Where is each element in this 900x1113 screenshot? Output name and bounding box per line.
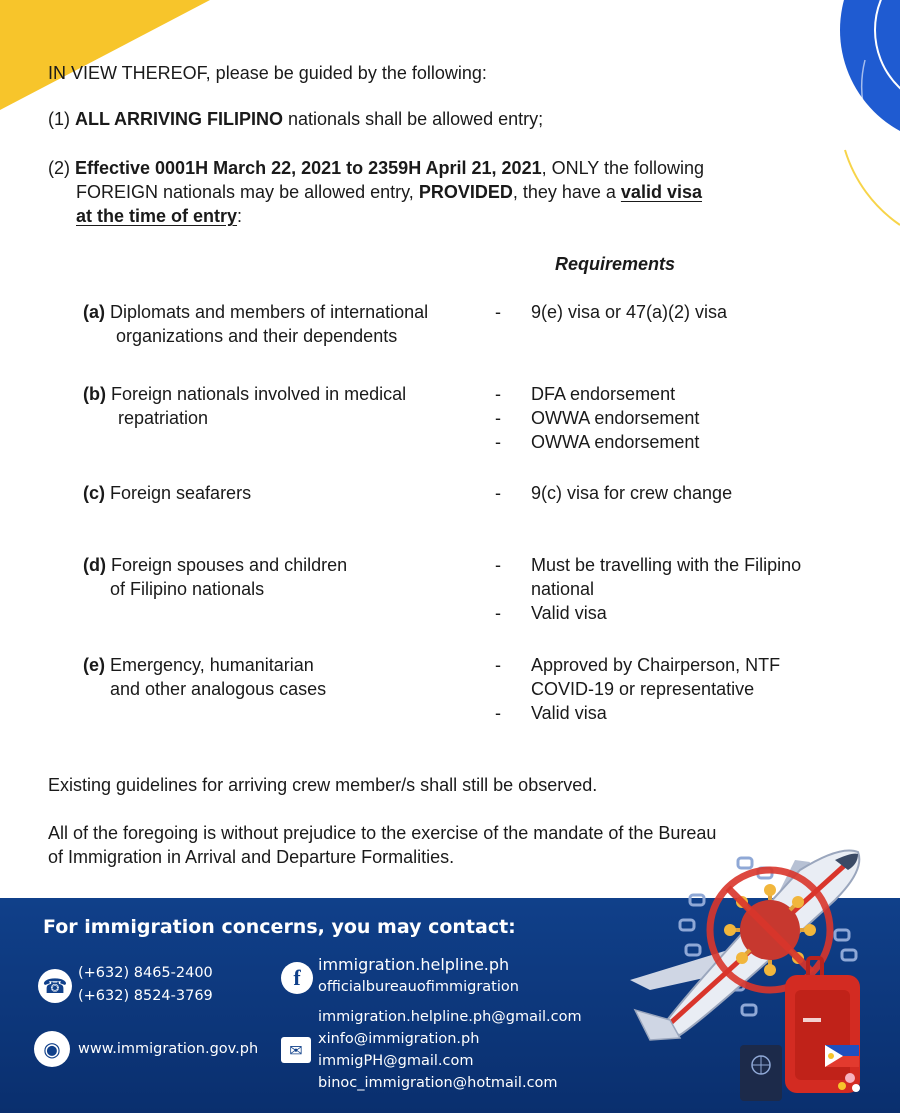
category-a-line-2: organizations and their dependents xyxy=(116,326,398,346)
category-b-line-1: (b) Foreign nationals involved in medical xyxy=(83,384,407,404)
item-2-line-2: FOREIGN nationals may be allowed entry, PROVIDED, they have a valid visa xyxy=(76,182,702,202)
facebook-page-1[interactable]: immigration.helpline.ph xyxy=(318,955,510,974)
intro-text: IN VIEW THEREOF, please be guided by the following: xyxy=(48,63,487,83)
requirement-d-1-cont: national xyxy=(531,579,595,599)
closing-paragraph-2-line-1: All of the foregoing is without prejudice to the exercise of the mandate of the Bureau xyxy=(48,823,717,843)
dash: - xyxy=(495,703,501,723)
item-1: (1) ALL ARRIVING FILIPINO nationals shall be allowed entry; xyxy=(48,109,544,129)
requirements-header: Requirements xyxy=(555,254,676,274)
category-b-line-2: repatriation xyxy=(118,408,209,428)
dash: - xyxy=(495,483,501,503)
website-link[interactable]: www.immigration.gov.ph xyxy=(78,1041,259,1057)
facebook-icon: f xyxy=(281,962,313,994)
requirement-e-1: Approved by Chairperson, NTF xyxy=(531,655,781,675)
requirement-b-3: OWWA endorsement xyxy=(531,432,700,452)
contact-header: For immigration concerns, you may contact: xyxy=(43,916,516,938)
dash: - xyxy=(495,555,501,575)
dash: - xyxy=(495,655,501,675)
category-a-line-1: (a) Diplomats and members of international xyxy=(83,302,429,322)
category-d-line-1: (d) Foreign spouses and children xyxy=(83,555,348,575)
phone-number-1[interactable]: (+632) 8465-2400 xyxy=(78,965,213,981)
dash: - xyxy=(495,302,501,322)
blue-ring-decoration xyxy=(770,0,900,230)
dash: - xyxy=(495,408,501,428)
requirement-c-1: 9(c) visa for crew change xyxy=(531,483,733,503)
facebook-page-2[interactable]: officialbureauofimmigration xyxy=(318,979,519,995)
globe-icon: ◉ xyxy=(34,1031,70,1067)
closing-paragraph-1: Existing guidelines for arriving crew member/s shall still be observed. xyxy=(48,775,598,795)
category-e-line-2: and other analogous cases xyxy=(110,679,327,699)
category-d-line-2: of Filipino nationals xyxy=(110,579,265,599)
item-2-line-1: (2) Effective 0001H March 22, 2021 to 2359H April 21, 2021, ONLY the following xyxy=(48,158,705,178)
requirement-d-1: Must be travelling with the Filipino xyxy=(531,555,802,575)
closing-paragraph-2-line-2: of Immigration in Arrival and Departure Formalities. xyxy=(48,847,455,867)
requirement-b-2: OWWA endorsement xyxy=(531,408,700,428)
dash: - xyxy=(495,432,501,452)
email-4[interactable]: binoc_immigration@hotmail.com xyxy=(318,1075,558,1091)
requirement-a-1: 9(e) visa or 47(a)(2) visa xyxy=(531,302,728,322)
email-1[interactable]: immigration.helpline.ph@gmail.com xyxy=(318,1009,582,1025)
requirement-d-2: Valid visa xyxy=(531,603,607,623)
requirement-e-2: Valid visa xyxy=(531,703,607,723)
email-2[interactable]: xinfo@immigration.ph xyxy=(318,1031,480,1047)
email-icon: ✉ xyxy=(281,1037,311,1063)
category-c-line-1: (c) Foreign seafarers xyxy=(83,483,252,503)
category-e-line-1: (e) Emergency, humanitarian xyxy=(83,655,314,675)
phone-number-2[interactable]: (+632) 8524-3769 xyxy=(78,988,213,1004)
requirement-b-1: DFA endorsement xyxy=(531,384,676,404)
dash: - xyxy=(495,384,501,404)
requirement-e-1-cont: COVID-19 or representative xyxy=(531,679,755,699)
phone-icon: ☎ xyxy=(38,969,72,1003)
item-2-line-3: at the time of entry: xyxy=(76,206,243,226)
airplane-travel-ban-illustration xyxy=(620,840,880,1105)
yellow-corner-shape xyxy=(0,0,210,110)
dash: - xyxy=(495,603,501,623)
email-3[interactable]: immigPH@gmail.com xyxy=(318,1053,474,1069)
